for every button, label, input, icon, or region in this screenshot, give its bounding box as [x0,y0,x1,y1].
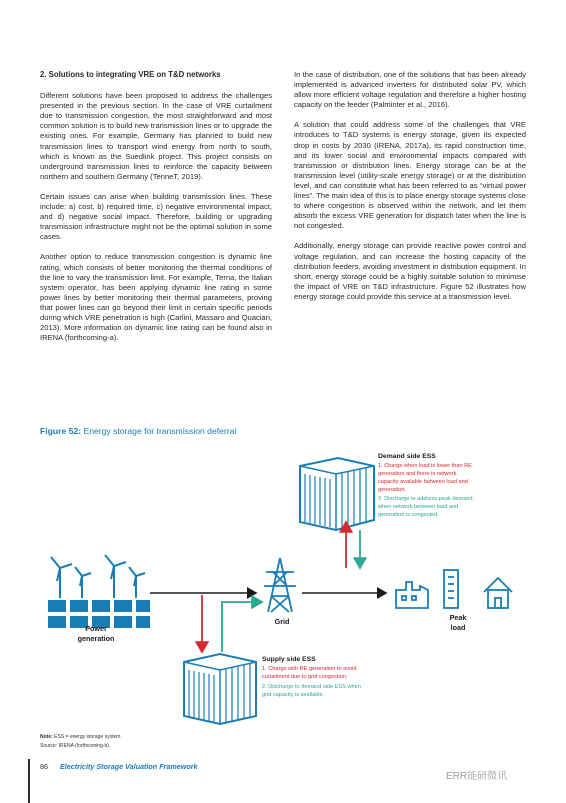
figure-caption [40,426,236,436]
footer-title: Electricity Storage Valuation Framework [60,762,198,771]
demand-item: capacity available between load and [378,479,468,485]
factory-icon [396,582,428,608]
supply-item: 1. Charge with RE generation to avoid [262,666,357,672]
note-text: ESS = energy storage system. [52,734,122,740]
figure-label: Figure 52: [40,426,82,436]
section-heading: 2. Solutions to integrating VRE on T&D networks [40,70,221,79]
paragraph: Different solutions have been proposed to address the challenges presented in the previous section. In the case of VRE curtailment due to transmission congestion, the most straightforward and most common solution is to build new transmission lines or to upgrade the existing ones. For example, Germany has planned to build new transmission lines to transport wind energy from north to south, which is known as the Suedlink project. This project consists on underground transmission lines to reinforce the capacity between northern and southern Germany (TenneT, 2019). [40,91,272,181]
figure-title: Energy storage for transmission deferral [81,426,237,436]
paragraph: Certain issues can arise when building transmission lines. These include: a) cost, b) required time, c) negative environmental impact, and d) negative social impact. Therefore, building or upgrading transmission infrastructure might not be the optimal solution in some cases. [40,191,272,242]
paragraph: In the case of distribution, one of the solutions that has been already implemented is advanced inverters for distributed solar PV, which allow more efficient voltage regulation and therefore a higher hosting capacity on the feeder (Palminter et al., 2016). [294,70,526,110]
building-icon [444,570,458,608]
right-column [294,70,526,312]
power-label: generation [77,634,115,643]
footer-divider [28,759,30,803]
demand-ess-title: Demand side ESS [378,453,436,460]
page-footer [40,762,198,771]
wind-turbine-icon [51,555,145,598]
peak-label: Peak [449,613,467,622]
supply-ess-title: Supply side ESS [262,656,316,663]
supply-ess-container-icon [184,654,256,724]
transmission-tower-icon [264,558,296,612]
supply-item: curtailment due to grid congestion. [262,674,348,680]
note-source: Source: IRENA (forthcoming-b). [40,743,111,749]
demand-item: generation and there is network [378,471,457,477]
supply-item: grid capacity is available. [262,692,325,698]
grid-label: Grid [274,617,290,626]
left-column [40,70,272,353]
demand-item: 2. Discharge to address peak demand, [378,496,475,502]
paragraph: A solution that could address some of the challenges that VRE introduces to T&D systems is energy storage, given its expected drop in costs by 2030 (IRENA, 2017a), its rapid construction time, and its lower social and environmental impacts compared with transmission or distribution lines. Energy storage can be at the transmission level (utility-scale energy storage) or at the distribution level, and can constitute what has been referred to as “virtual power lines”. The main idea of this is to place energy storage systems close to where congestion is observed within the network, and let them absorb the excess VRE generation for dispatch later when the line is not congested. [294,120,526,231]
page-number: 86 [40,762,48,771]
demand-item: 1. Charge when load is lower than RE [378,463,472,469]
note-label: Note: [40,734,53,740]
discharge-arrow [222,602,262,652]
demand-ess-container-icon [300,458,374,530]
demand-item: generation. [378,487,406,493]
paragraph: Additionally, energy storage can provide reactive power control and voltage regulation, and can increase the hosting capacity of the distribution feeders, avoiding investment in distribution equipment. In short, energy storage could be a highly suitable solution to minimise the impact of VRE on T&D infrastructure. Figure 52 illustrates how energy storage could provide this service at a transmission level. [294,241,526,301]
watermark: ERR能研微讯 [446,771,508,782]
demand-item: generation is congested. [378,512,439,518]
demand-item: when network between load and [378,504,459,510]
power-label: Power [85,624,107,633]
peak-label: load [450,623,466,632]
figure-note [40,733,122,751]
paragraph: Another option to reduce transmission congestion is dynamic line rating, which consists of better monitoring the thermal conditions of the line to vary the transmission limit. For example, Terna, the Italian system operator, has been applying dynamic line rating in some power lines by better monitoring their thermal parameters, proving that power lines can go beyond their limit in certain specific periods during which VRE penetration is high (Carlini, Massaro and Quaciari, 2013). More information on dynamic line rating can be found also in IRENA (forthcoming-a). [40,252,272,343]
house-icon [484,578,512,608]
storage-diagram [0,440,566,730]
supply-item: 2. Discharge to demand side ESS when [262,684,361,690]
